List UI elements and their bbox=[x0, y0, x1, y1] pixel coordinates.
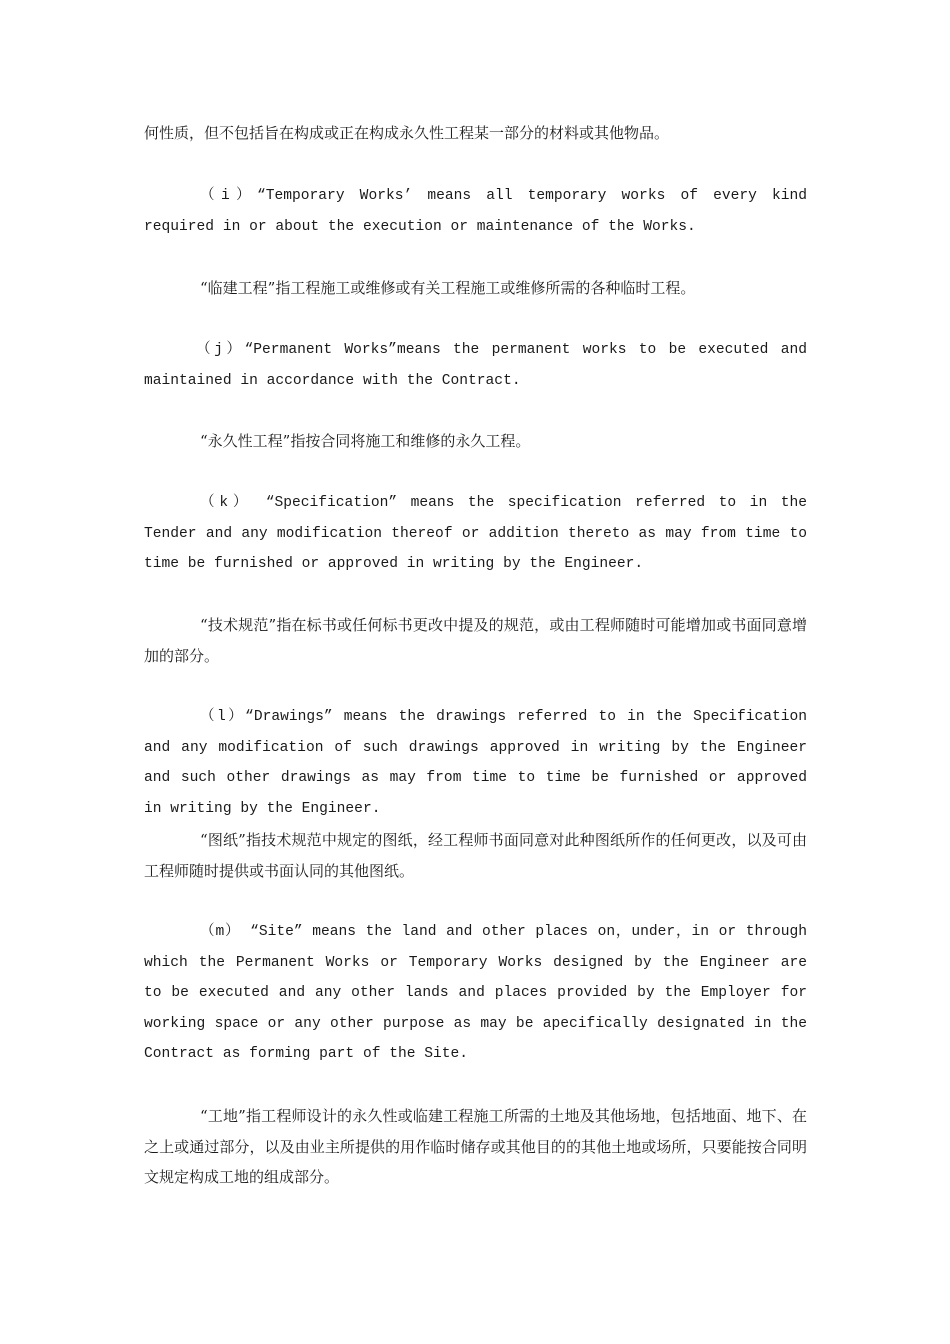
paragraph-drawings-zh: “图纸”指技术规范中规定的图纸，经工程师书面同意对此种图纸所作的任何更改，以及可由工程师随时提供或书面认同的其他图纸。 bbox=[144, 831, 807, 880]
paragraph-material-definition-cont: 何性质，但不包括旨在构成或正在构成永久性工程某一部分的材料或其他物品。 bbox=[144, 124, 670, 142]
paragraph-specification-en: （k） “Specification” means the specification referred to in the Tender and any modification thereof or addition thereto as may from time to time be furnished or approved in writing by the Engineer. bbox=[144, 495, 807, 573]
paragraph-site-zh: “工地”指工程师设计的永久性或临建工程施工所需的土地及其他场地，包括地面、地下、在之上或通过部分，以及由业主所提供的用作临时储存或其他目的的其他土地或场所，只要能按合同明文规定构成工地的组成部分。 bbox=[144, 1107, 807, 1187]
paragraph-temporary-works-en: （i）“Temporary Works’ means all temporary works of every kind required in or about the execution or maintenance of the Works. bbox=[144, 188, 807, 235]
paragraph-site-en: （m） “Site” means the land and other places on，under，in or through which the Permanent Works or Temporary Works designed by the Engineer are to be executed and any other lands and places provided by the Employer for working space or any other purpose as may be apecifically designated in the Contract as forming part of the Site. bbox=[144, 924, 807, 1063]
paragraph-permanent-works-zh: “永久性工程”指按合同将施工和维修的永久工程。 bbox=[200, 432, 531, 450]
paragraph-permanent-works-en: （j）“Permanent Works”means the permanent works to be executed and maintained in accordance with the Contract. bbox=[144, 342, 807, 389]
paragraph-specification-zh: “技术规范”指在标书或任何标书更改中提及的规范，或由工程师随时可能增加或书面同意增加的部分。 bbox=[144, 616, 807, 665]
paragraph-drawings-en: （l）“Drawings” means the drawings referred to in the Specification and any modification of such drawings approved in writing by the Engineer and such other drawings as may from time to time be furnished or approved in writing by the Engineer. bbox=[144, 709, 807, 817]
paragraph-temporary-works-zh: “临建工程”指工程施工或维修或有关工程施工或维修所需的各种临时工程。 bbox=[200, 279, 696, 297]
